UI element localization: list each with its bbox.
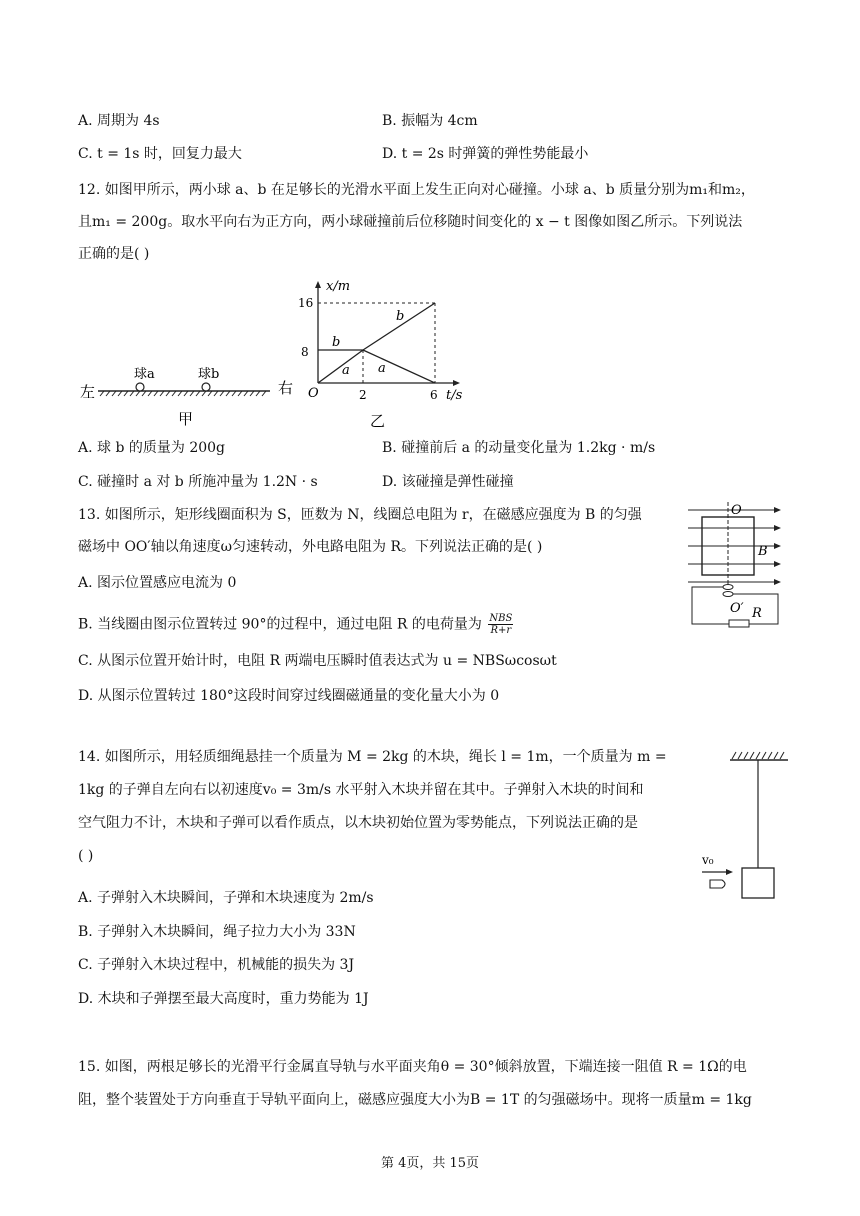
q12-option-a: A. 球 b 的质量为 200g <box>78 440 226 456</box>
q13-stem-line1: 13. 如图所示，矩形线圈面积为 S，匝数为 N，线圈总电阻为 r，在磁感应强度为 B 的匀强 <box>78 507 642 523</box>
q11-option-d: D. t = 2s 时弹簧的弹性势能最小 <box>382 146 589 162</box>
q12-figure-jia <box>74 350 304 430</box>
ball-b-label: 球b <box>198 367 220 382</box>
slip-ring-1 <box>723 585 733 590</box>
caption-yi: 乙 <box>370 412 386 430</box>
q15-stem-line2: 阻，整个装置处于方向垂直于导轨平面向上，磁感应强度大小为B = 1T 的匀强磁场中。现将一质量m = 1kg <box>78 1092 752 1108</box>
q14-stem-line2: 1kg 的子弹自左向右以初速度v₀ = 3m/s 水平射入木块并留在其中。子弹射入木块的时间和 <box>78 782 644 798</box>
page-footer: 第 4页，共 15页 <box>380 1156 480 1171</box>
label-o-top: O <box>731 503 742 518</box>
line-b-label-2: b <box>396 309 405 324</box>
q11-option-c: C. t = 1s 时，回复力最大 <box>78 146 242 162</box>
q14-option-a: A. 子弹射入木块瞬间，子弹和木块速度为 2m/s <box>78 890 374 906</box>
q13-option-b-text: B. 当线圈由图示位置转过 90°的过程中，通过电阻 R 的电荷量为 <box>78 616 482 633</box>
q13-option-d: D. 从图示位置转过 180°这段时间穿过线圈磁通量的变化量大小为 0 <box>78 688 500 704</box>
y-tick-16: 16 <box>298 296 314 310</box>
velocity-arrowhead <box>726 869 733 875</box>
q14-option-b: B. 子弹射入木块瞬间，绳子拉力大小为 33N <box>78 924 356 940</box>
q12-figure-yi <box>298 276 478 434</box>
q13-option-b <box>78 613 513 636</box>
fraction-denominator: R+r <box>490 625 512 636</box>
velocity-label: v₀ <box>702 853 714 867</box>
origin-label: O <box>308 386 319 401</box>
field-arrows <box>774 507 781 585</box>
q14-stem-line4: ( ) <box>78 848 94 864</box>
q12-stem-line1: 12. 如图甲所示，两小球 a、b 在足够长的光滑水平面上发生正向对心碰撞。小球 a、b 质量分别为m₁和m₂， <box>78 182 755 198</box>
q12-option-b: B. 碰撞前后 a 的动量变化量为 1.2kg · m/s <box>382 440 656 456</box>
q14-option-c: C. 子弹射入木块过程中，机械能的损失为 3J <box>78 957 355 973</box>
x-tick-6: 6 <box>430 388 438 402</box>
resistor <box>729 620 749 627</box>
bullet <box>710 880 725 888</box>
ceiling-hatch <box>732 752 784 759</box>
label-left: 左 <box>80 383 96 401</box>
q15-stem-line1: 15. 如图，两根足够长的光滑平行金属直导轨与水平面夹角θ = 30°倾斜放置，下端连接一阻值 R = 1Ω的电 <box>78 1059 747 1075</box>
x-tick-2: 2 <box>359 388 367 402</box>
ball-a <box>136 383 144 391</box>
q13-option-b-fraction <box>488 613 513 636</box>
label-r: R <box>752 606 762 621</box>
q11-option-a: A. 周期为 4s <box>78 113 160 129</box>
q13-stem-line2: 磁场中 OO′轴以角速度ω匀速转动，外电路电阻为 R。下列说法正确的是( ) <box>78 539 543 555</box>
q13-option-a: A. 图示位置感应电流为 0 <box>78 575 237 591</box>
q14-option-d: D. 木块和子弹摆至最大高度时，重力势能为 1J <box>78 991 369 1007</box>
q14-stem-line3: 空气阻力不计，木块和子弹可以看作质点，以木块初始位置为零势能点，下列说法正确的是 <box>78 815 638 831</box>
q13-figure <box>682 500 787 635</box>
y-axis-label: x/m <box>326 279 351 294</box>
fraction-numerator: NBS <box>489 613 513 624</box>
line-a-label-1: a <box>342 363 350 378</box>
x-axis-label: t/s <box>446 388 463 403</box>
q14-figure <box>696 748 796 908</box>
line-b-label-1: b <box>332 335 341 350</box>
q12-stem-line3: 正确的是( ) <box>78 246 150 262</box>
x-axis-arrow <box>453 380 460 386</box>
line-a-after <box>363 350 435 383</box>
wood-block <box>742 868 774 898</box>
label-b: B <box>758 544 768 559</box>
q11-option-b: B. 振幅为 4cm <box>382 113 478 129</box>
q12-option-c: C. 碰撞时 a 对 b 所施冲量为 1.2N · s <box>78 474 318 490</box>
q12-stem-line2: 且m₁ = 200g。取水平向右为正方向，两小球碰撞前后位移随时间变化的 x − t 图像如图乙所示。下列说法 <box>78 214 743 230</box>
line-a-before <box>318 350 363 383</box>
ball-a-label: 球a <box>134 367 155 382</box>
line-a-label-2: a <box>378 361 386 376</box>
ball-b <box>202 383 210 391</box>
ground-hatch <box>100 391 266 396</box>
y-axis-arrow <box>315 281 321 288</box>
q13-option-c: C. 从图示位置开始计时，电阻 R 两端电压瞬时值表达式为 u = NBSωcosωt <box>78 653 557 669</box>
slip-ring-2 <box>723 592 733 597</box>
caption-jia: 甲 <box>178 410 194 428</box>
y-tick-8: 8 <box>301 345 309 359</box>
q14-stem-line1: 14. 如图所示，用轻质细绳悬挂一个质量为 M = 2kg 的木块，绳长 l = 1m，一个质量为 m = <box>78 749 667 765</box>
label-o-bottom: O′ <box>730 601 744 616</box>
label-right: 右 <box>278 379 294 397</box>
q12-option-d: D. 该碰撞是弹性碰撞 <box>382 474 514 490</box>
